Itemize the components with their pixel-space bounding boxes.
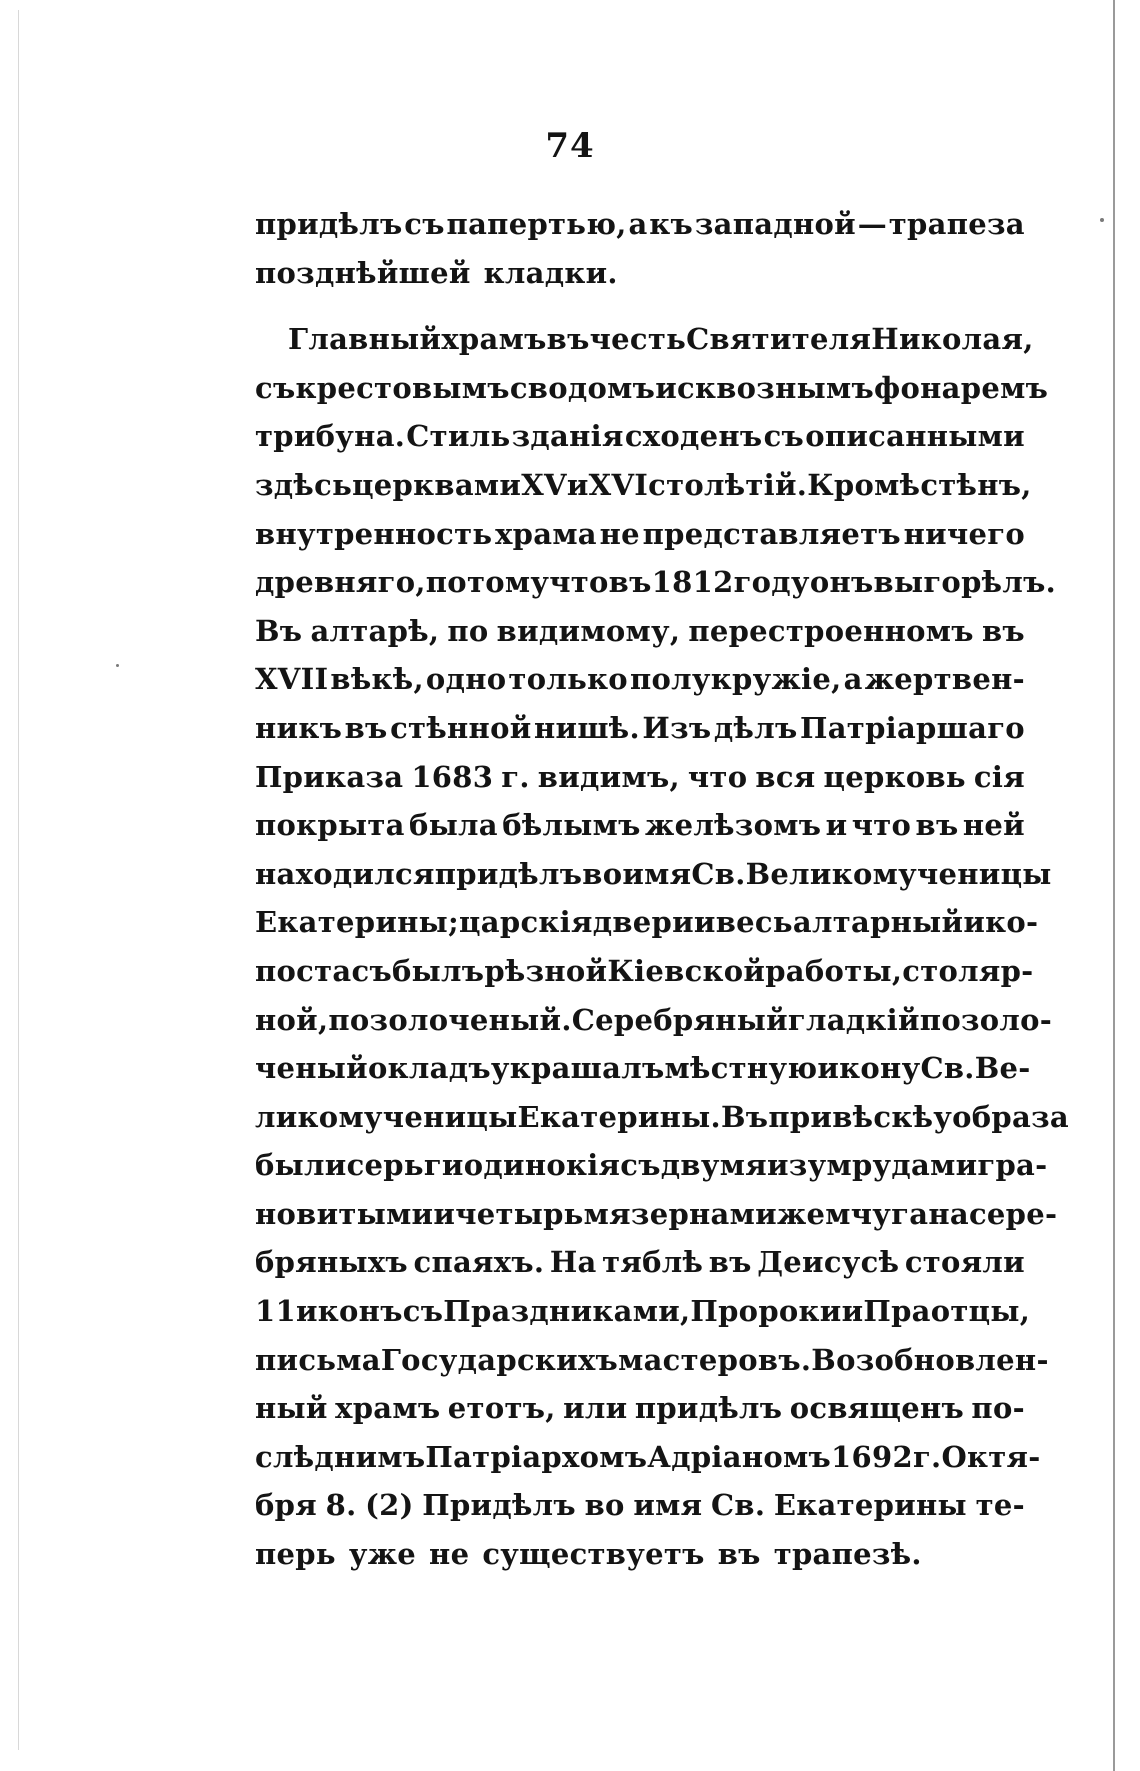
word: те- [975,1488,1025,1523]
text-line [255,996,1053,1045]
word: нишѣ. [534,710,640,745]
word: Деисусѣ [757,1245,900,1280]
text-line [255,704,1025,753]
word: стѣнъ, [920,467,1032,502]
body-text [255,200,1069,1579]
word: что [851,808,912,843]
word: ный [255,1391,328,1426]
word: ченый [255,1051,368,1086]
word: тяблѣ [602,1245,704,1280]
word: что [687,759,748,794]
word: новитыми [255,1196,434,1231]
text-line [255,1433,1041,1482]
word: зернами [630,1196,777,1231]
word: или [563,1391,628,1426]
text-line [255,200,1025,249]
word: кладки. [483,255,618,290]
word: четырьмя [455,1196,631,1231]
word: Св. [711,1488,766,1523]
word: столѣтій. [648,467,808,502]
word: не [429,1537,470,1572]
paragraph-gap [255,297,1025,315]
word: На [549,1245,597,1280]
word: Кіевской [607,953,766,988]
word: храмъ [441,322,547,357]
word: сводомъ [509,370,656,405]
word: существуетъ [482,1537,705,1572]
word: стояли [904,1245,1025,1280]
text-line [255,655,1025,704]
word: образа [952,1099,1069,1134]
word: уже [348,1537,417,1572]
word: что [549,565,609,600]
word: Изъ [642,710,712,745]
word: ико- [963,905,1039,940]
word: 11 [255,1294,296,1329]
word: году [733,565,810,600]
text-line [255,607,1025,656]
word: XVII [255,662,329,697]
word: не [599,516,640,551]
word: XVI [588,467,649,502]
word: двери [592,905,694,940]
word: церквами [352,467,522,502]
paragraph-2 [255,315,1069,1578]
word: полукружіе, [630,662,842,697]
word: западной [694,207,856,241]
word: въ [981,613,1025,648]
word: иконъ [295,1294,403,1329]
word: внутренность [255,516,493,551]
word: г. [912,1439,942,1474]
word: храмъ [335,1391,441,1426]
word: придѣлъ [634,1391,783,1426]
word: придѣлъ [255,207,403,241]
word: имя [633,1488,703,1523]
word: Св. [691,856,746,891]
word: гладкій [787,1002,920,1037]
word: одно [425,662,507,697]
word: въ [608,565,652,600]
word: Главный [288,322,442,357]
word: выгорѣлъ. [873,565,1057,600]
word: Екатерины. [517,1099,721,1134]
text-line [255,1287,1031,1336]
word: потому [425,565,550,600]
word: (2) [365,1488,414,1523]
text-line [255,1384,1025,1433]
word: царскія [459,905,593,940]
word: гра- [977,1148,1048,1183]
word: онъ [809,565,874,600]
word: 8. [325,1488,357,1523]
text-line [255,412,1025,461]
word: а [628,207,648,241]
word: съ [255,370,296,405]
word: и [655,370,677,405]
word: весь [715,905,793,940]
word: Великомученицы [745,856,1052,891]
word: письма [255,1342,381,1377]
word: трапезѣ. [773,1537,922,1572]
word: Екатерины; [255,905,460,940]
word: ной, [255,1002,329,1037]
word: бря [255,1488,317,1523]
text-line [255,753,1025,802]
word: — [857,207,888,241]
word: позолоченый. [328,1002,572,1037]
word: и [566,467,589,502]
word: придѣлъ [434,856,583,891]
word: была [409,808,498,843]
word: XV [521,467,567,502]
word: папертью, [446,207,627,241]
word: г. [501,759,530,794]
word: Патріаршаго [800,710,1025,745]
word: спаяхъ. [413,1245,545,1280]
word: и [841,1294,864,1329]
word: мѣстную [664,1051,818,1086]
word: Святителя [686,322,872,357]
word: Возобновлен- [811,1342,1049,1377]
word: Придѣлъ [422,1488,576,1523]
word: Стиль [406,419,511,454]
word: Государскихъ [380,1342,619,1377]
word: на [928,1196,969,1231]
word: работы, [765,953,903,988]
word: съ [404,207,445,241]
page-number: 74 [545,126,595,166]
word: мастеровъ. [618,1342,812,1377]
word: покрыта [255,808,405,843]
word: позднѣйшей [255,255,471,290]
word: по [447,613,489,648]
word: крестовымъ [295,370,510,405]
scan-speck [116,664,119,667]
word: 1812 [651,565,734,600]
text-line [255,1093,1069,1142]
word: Ве- [974,1051,1031,1086]
word: окладъ [367,1051,491,1086]
word: здѣсь [255,467,353,502]
word: и [693,905,716,940]
word: желѣзомъ [645,808,822,843]
word: Приказа [255,759,404,794]
word: сквознымъ [677,370,875,405]
word: и [433,1196,456,1231]
word: Николая, [871,322,1034,357]
word: къ [649,207,694,241]
text-line [255,1044,1031,1093]
word: 1692 [831,1439,913,1474]
word: жемчуга [776,1196,929,1231]
word: видимъ, [537,759,680,794]
word: перь [255,1537,336,1572]
word: во [584,1488,625,1523]
word: Въ [255,613,303,648]
word: сходенъ [624,419,763,454]
word: храма [495,516,597,551]
word: трапеза [888,207,1025,241]
text-line [255,1238,1025,1287]
word: алтарный [792,905,964,940]
text-line [255,364,1049,413]
word: съ [402,1294,444,1329]
word: сія [973,759,1025,794]
word: изумрудами [766,1148,978,1183]
word: Кромѣ [807,467,921,502]
word: одинокія [463,1148,621,1183]
word: у [933,1099,953,1134]
word: никъ [255,710,343,745]
word: Въ [720,1099,769,1134]
word: въ [915,808,959,843]
word: съ [763,419,805,454]
word: ней [962,808,1025,843]
text-line [255,947,1034,996]
word: древняго, [255,565,426,600]
word: етотъ, [447,1391,556,1426]
text-line [255,1336,1049,1385]
word: имя [622,856,692,891]
text-line [255,898,1039,947]
word: привѣскѣ [768,1099,934,1134]
word: Адріаномъ [647,1439,832,1474]
word: украшалъ [490,1051,665,1086]
text-line [255,1190,1058,1239]
word: Св. [920,1051,975,1086]
word: находился [255,856,435,891]
word: былъ [392,953,485,988]
word: видимому, [496,613,681,648]
word: трибуна. [255,419,406,454]
text-line [255,801,1025,850]
word: фонаремъ [874,370,1049,405]
word: Праотцы, [863,1294,1031,1329]
word: вся [755,759,816,794]
word: Серебряный [571,1002,788,1037]
text-line [255,510,1025,559]
word: и [825,808,848,843]
word: ликомученицы [255,1099,518,1134]
text-line [255,249,1025,298]
word: Патріархомъ [425,1439,648,1474]
word: вѣкѣ, [330,662,424,697]
word: въ [717,1537,761,1572]
word: бѣлымъ [502,808,641,843]
word: Октя- [941,1439,1041,1474]
word: сере- [968,1196,1058,1231]
word: ничего [903,516,1025,551]
word: стѣнной [390,710,532,745]
word: постасъ [255,953,392,988]
word: по- [971,1391,1025,1426]
paragraph-1 [255,200,1025,297]
word: столяр- [902,953,1034,988]
word: зданія [511,419,624,454]
word: икону [817,1051,921,1086]
word: слѣднимъ [255,1439,426,1474]
word: двумя [660,1148,767,1183]
word: церковь [823,759,966,794]
word: представляетъ [642,516,901,551]
word: въ [708,1245,752,1280]
word: рѣзной [484,953,608,988]
word: позоло- [919,1002,1053,1037]
word: во [582,856,623,891]
word: только [508,662,628,697]
word: описанными [805,419,1025,454]
text-line [255,850,1052,899]
word: 1683 [411,759,494,794]
scan-edge-left [18,10,19,1750]
word: въ [344,710,388,745]
word: а [843,662,863,697]
text-line [255,1530,1025,1579]
word: Праздниками, [443,1294,691,1329]
word: алтарѣ, [310,613,440,648]
text-line [255,315,1034,364]
word: Пророки [690,1294,842,1329]
text-line [255,1481,1025,1530]
word: честь [589,322,687,357]
word: были [255,1148,347,1183]
word: съ [620,1148,661,1183]
text-line [255,461,1032,510]
word: дѣлъ [713,710,798,745]
word: бряныхъ [255,1245,408,1280]
word: въ [546,322,590,357]
word: Екатерины [773,1488,967,1523]
word: освященъ [789,1391,965,1426]
word: серьги [346,1148,464,1183]
word: жертвен- [864,662,1025,697]
word: перестроенномъ [688,613,974,648]
text-line [255,1141,1048,1190]
text-line [255,558,1057,607]
scan-speck [1100,218,1104,222]
scan-edge-right [1113,0,1115,1771]
